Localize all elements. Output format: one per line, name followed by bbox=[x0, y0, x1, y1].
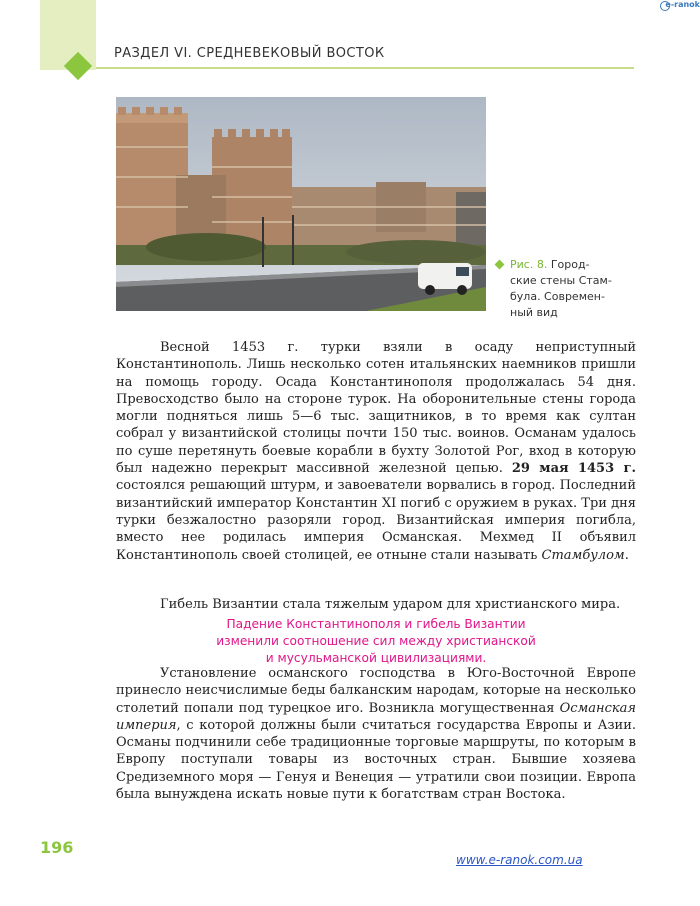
paragraph-text: . bbox=[624, 547, 629, 563]
italic-term: Османская империя bbox=[116, 700, 636, 733]
bold-date: 29 мая 1453 г. bbox=[511, 461, 636, 477]
highlight-box bbox=[116, 616, 636, 667]
paragraph-text: состоялся решающий штурм, и завоеватели ворвались в город. Последний византийский император Константин XI погиб с оружием в руках. Три дня турки безжалостно разоряли город. Византийская империя погибла, вместо нее родилась империя Османская. Мехмед II объявил Константинополь своей столицей, ее отныне стали называть bbox=[116, 478, 636, 563]
figure-label: Рис. 8. bbox=[510, 258, 548, 271]
figure-photo bbox=[116, 97, 486, 311]
highlight-line: изменили соотношение сил между христианской bbox=[216, 634, 536, 648]
paragraph-siege bbox=[116, 339, 636, 564]
paragraph-fall: Гибель Византии стала тяжелым ударом для христианского мира. bbox=[160, 597, 621, 612]
website-link[interactable]: www.e-ranok.com.ua bbox=[456, 853, 583, 867]
header-rule bbox=[96, 67, 634, 69]
highlight-line: и мусульманской цивилизациями. bbox=[265, 651, 487, 665]
paragraph-text: Весной 1453 г. турки взяли в осаду неприступный Константинополь. Лишь несколько сотен итальянских наемников пришли на помощь городу. Осада Константинополя продолжалась 54 дня. Превосходство было на стороне турок. На оборонительные стены города могли подняться лишь 5—6 тыс. защитников, в то время как султан собрал у византийской столицы почти 150 тыс. воинов. Османам удалось по суше перетянуть боевые корабли в бухту Золотой Рог, вход в которую был надежно перекрыт массивной железной цепью. bbox=[116, 340, 636, 477]
caption-line: ный вид bbox=[510, 306, 558, 319]
paragraph-text: , с которой должны были считаться государства Европы и Азии. Османы подчинили себе традиционные торговые маршруты, по которым в Европу поступали товары из восточных стран. Бывшие хозяева Средиземного моря — Генуя и Венеция — утратили свои позиции. Европа была вынуждена искать новые пути к богатствам стран Востока. bbox=[116, 717, 636, 803]
section-title: РАЗДЕЛ VI. СРЕДНЕВЕКОВЫЙ ВОСТОК bbox=[114, 46, 385, 61]
caption-line: ские стены Стам- bbox=[510, 274, 612, 287]
caption-line: Город- bbox=[550, 258, 590, 271]
highlight-line: Падение Константинополя и гибель Византии bbox=[226, 617, 526, 631]
paragraph-text: Установление османского господства в Юго-Восточной Европе принесло неисчислимые беды балканским народам, которые на несколько столетий попали под турецкое иго. Возникла могущественная bbox=[116, 666, 636, 716]
page-number: 196 bbox=[40, 838, 74, 857]
figure-caption bbox=[510, 257, 630, 321]
publisher-logo: e-ranok bbox=[665, 0, 700, 9]
diamond-bullet-icon bbox=[495, 260, 505, 270]
paragraph-ottoman bbox=[116, 665, 636, 803]
header-tab bbox=[40, 0, 96, 70]
caption-line: була. Современ- bbox=[510, 290, 605, 303]
italic-term: Стамбулом bbox=[541, 547, 625, 563]
